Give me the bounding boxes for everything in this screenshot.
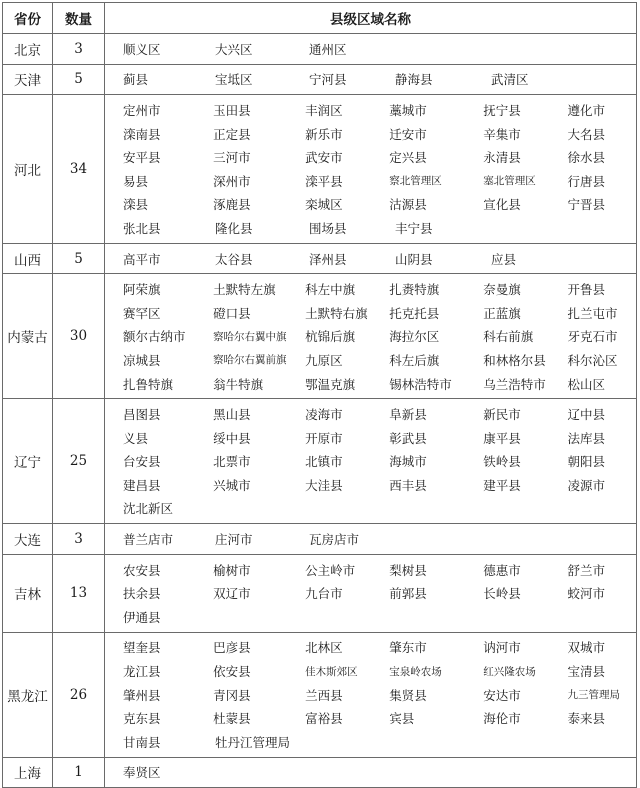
county-name: 奈曼旗 [483,282,521,298]
county-name: 太谷县 [215,251,253,267]
county-name: 应县 [491,251,517,267]
county-line [105,426,636,450]
county-line [105,169,636,193]
county-line [105,277,636,301]
table-row [3,399,637,524]
county-name: 扶余县 [123,586,161,602]
county-names-cell [105,95,637,244]
county-name: 巴彦县 [213,640,251,656]
county-name: 宝清县 [567,664,605,680]
county-line [105,325,636,349]
county-name: 大洼县 [305,477,343,493]
county-name: 迁安市 [389,126,427,142]
county-name: 正蓝旗 [483,305,521,321]
county-name: 克东县 [123,711,161,727]
county-name: 土默特右旗 [305,305,368,321]
county-name: 塞北管理区 [483,175,536,188]
county-name: 奉贤区 [123,765,161,781]
table-body [3,34,637,788]
county-name: 义县 [123,430,149,446]
county-name: 开原市 [305,430,343,446]
county-line [105,450,636,474]
county-names-cell [105,34,637,65]
county-name: 山阴县 [395,251,433,267]
county-name: 科左后旗 [389,352,440,368]
county-name: 铁岭县 [483,454,521,470]
county-name: 隆化县 [215,220,253,236]
county-table-container [2,2,636,788]
county-name: 法库县 [567,430,605,446]
county-name: 阜新县 [389,407,427,423]
county-name: 九台市 [305,586,343,602]
county-name: 正定县 [213,126,251,142]
county-name: 梨树县 [389,562,427,578]
county-name: 凌源市 [567,477,605,493]
table-row [3,632,637,757]
county-list-table [2,2,637,788]
count-cell: 1 [53,757,105,788]
county-name: 武清区 [491,72,529,88]
county-line [105,122,636,146]
county-name: 讷河市 [483,640,521,656]
county-name: 察哈尔右翼前旗 [213,354,287,367]
county-name: 朝阳县 [567,454,605,470]
county-name: 滦平县 [305,173,343,189]
county-line [105,402,636,426]
county-name: 兰西县 [305,687,343,703]
county-name: 抚宁县 [483,102,521,118]
county-line [105,706,636,730]
county-name: 丰润区 [305,102,343,118]
province-cell: 天津 [3,64,53,95]
county-name: 行唐县 [567,173,605,189]
county-name: 海伦市 [483,711,521,727]
county-name: 海城市 [389,454,427,470]
county-name: 徐水县 [567,150,605,166]
county-name: 伊通县 [123,609,161,625]
county-name: 昌图县 [123,407,161,423]
county-name: 静海县 [395,72,433,88]
table-row [3,64,637,95]
county-name: 开鲁县 [567,282,605,298]
county-line [105,558,636,582]
county-name: 托克托县 [389,305,440,321]
county-name: 北林区 [305,640,343,656]
county-name: 公主岭市 [305,562,356,578]
county-name: 宝坻区 [215,72,253,88]
county-name: 扎赉特旗 [389,282,440,298]
county-name: 前郭县 [389,586,427,602]
county-name: 定州市 [123,102,161,118]
county-name: 滦南县 [123,126,161,142]
table-row [3,243,637,274]
header-count: 数量 [53,3,105,34]
county-name: 滦县 [123,197,149,213]
county-name: 三河市 [213,150,251,166]
county-name: 双城市 [567,640,605,656]
county-names-cell [105,399,637,524]
county-line [105,581,636,605]
county-line [105,497,636,521]
county-name: 绥中县 [213,430,251,446]
header-county-names: 县级区域名称 [105,3,637,34]
province-cell: 辽宁 [3,399,53,524]
table-row [3,524,637,555]
county-name: 大兴区 [215,41,253,57]
county-name: 舒兰市 [567,562,605,578]
county-name: 辛集市 [483,126,521,142]
count-cell: 3 [53,524,105,555]
county-name: 磴口县 [213,305,251,321]
province-cell: 大连 [3,524,53,555]
county-name: 松山区 [567,376,605,392]
county-name: 康平县 [483,430,521,446]
county-line [105,193,636,217]
province-cell: 吉林 [3,554,53,632]
county-name: 张北县 [123,220,161,236]
county-name: 围场县 [309,220,347,236]
province-cell: 黑龙江 [3,632,53,757]
county-name: 科尔沁区 [567,352,618,368]
county-name: 锡林浩特市 [389,376,452,392]
county-name: 甘南县 [123,734,161,750]
county-name: 九三管理局 [567,689,620,702]
county-line [105,683,636,707]
province-cell: 河北 [3,95,53,244]
county-name: 黑山县 [213,407,251,423]
count-cell: 26 [53,632,105,757]
count-cell: 13 [53,554,105,632]
county-name: 通州区 [309,41,347,57]
header-province: 省份 [3,3,53,34]
county-name: 扎鲁特旗 [123,376,174,392]
count-cell: 34 [53,95,105,244]
county-name: 永清县 [483,150,521,166]
county-name: 玉田县 [213,102,251,118]
table-row [3,554,637,632]
county-line [105,98,636,122]
county-line [105,145,636,169]
county-name: 望奎县 [123,640,161,656]
county-name: 普兰店市 [123,532,174,548]
county-name: 龙江县 [123,664,161,680]
county-name: 赛罕区 [123,305,161,321]
county-line [105,372,636,396]
county-name: 辽中县 [567,407,605,423]
county-name: 翁牛特旗 [213,376,264,392]
count-cell: 30 [53,274,105,399]
county-name: 庄河市 [215,532,253,548]
county-name: 乌兰浩特市 [483,376,546,392]
county-name: 宁河县 [309,72,347,88]
county-name: 红兴隆农场 [483,665,536,678]
province-cell: 北京 [3,34,53,65]
county-name: 肇州县 [123,687,161,703]
county-name: 牡丹江管理局 [215,734,291,750]
county-names-cell [105,524,637,555]
county-name: 富裕县 [305,711,343,727]
county-line [105,247,636,271]
county-names-cell [105,554,637,632]
county-name: 泰来县 [567,711,605,727]
county-name: 安达市 [483,687,521,703]
county-name: 兴城市 [213,477,251,493]
county-name: 顺义区 [123,41,161,57]
county-name: 易县 [123,173,149,189]
county-name: 佳木斯郊区 [305,665,358,678]
count-cell: 5 [53,64,105,95]
county-name: 双辽市 [213,586,251,602]
table-row [3,95,637,244]
county-name: 科右前旗 [483,329,534,345]
county-name: 宝泉岭农场 [389,665,442,678]
county-name: 农安县 [123,562,161,578]
county-line [105,659,636,683]
county-name: 西丰县 [389,477,427,493]
count-cell: 5 [53,243,105,274]
county-name: 北镇市 [305,454,343,470]
county-name: 栾城区 [305,197,343,213]
county-name: 安平县 [123,150,161,166]
count-cell: 25 [53,399,105,524]
county-name: 额尔古纳市 [123,329,186,345]
county-name: 德惠市 [483,562,521,578]
county-name: 和林格尔县 [483,352,546,368]
county-name: 北票市 [213,454,251,470]
county-name: 沽源县 [389,197,427,213]
county-name: 建昌县 [123,477,161,493]
county-name: 涿鹿县 [213,197,251,213]
table-row [3,34,637,65]
county-names-cell [105,757,637,788]
county-line [105,348,636,372]
county-name: 土默特左旗 [213,282,276,298]
county-name: 新乐市 [305,126,343,142]
table-row [3,757,637,788]
county-name: 武安市 [305,150,343,166]
province-cell: 山西 [3,243,53,274]
county-line [105,605,636,629]
county-name: 察哈尔右翼中旗 [213,330,287,343]
county-names-cell [105,632,637,757]
county-name: 科左中旗 [305,282,356,298]
county-name: 依安县 [213,664,251,680]
table-row [3,274,637,399]
county-name: 杭锦后旗 [305,329,356,345]
county-name: 瓦房店市 [309,532,360,548]
province-cell: 内蒙古 [3,274,53,399]
county-name: 蛟河市 [567,586,605,602]
county-name: 集贤县 [389,687,427,703]
county-name: 宁晋县 [567,197,605,213]
county-names-cell [105,243,637,274]
county-name: 牙克石市 [567,329,618,345]
county-name: 察北管理区 [389,175,442,188]
county-name: 宣化县 [483,197,521,213]
county-names-cell [105,274,637,399]
county-name: 蓟县 [123,72,149,88]
county-name: 扎兰屯市 [567,305,618,321]
county-name: 肇东市 [389,640,427,656]
county-name: 深州市 [213,173,251,189]
county-name: 丰宁县 [395,220,433,236]
county-name: 遵化市 [567,102,605,118]
county-line [105,37,636,61]
county-name: 沈北新区 [123,501,174,517]
header-row [3,3,637,34]
county-line [105,301,636,325]
county-name: 台安县 [123,454,161,470]
county-name: 大名县 [567,126,605,142]
county-name: 鄂温克旗 [305,376,356,392]
province-cell: 上海 [3,757,53,788]
county-line [105,636,636,660]
county-line [105,216,636,240]
county-name: 杜蒙县 [213,711,251,727]
county-name: 海拉尔区 [389,329,440,345]
county-name: 彰武县 [389,430,427,446]
county-names-cell [105,64,637,95]
county-name: 藁城市 [389,102,427,118]
county-name: 宾县 [389,711,415,727]
county-name: 新民市 [483,407,521,423]
county-name: 榆树市 [213,562,251,578]
county-name: 建平县 [483,477,521,493]
county-name: 泽州县 [309,251,347,267]
county-name: 阿荣旗 [123,282,161,298]
county-name: 青冈县 [213,687,251,703]
county-line [105,761,636,785]
count-cell: 3 [53,34,105,65]
county-name: 高平市 [123,251,161,267]
county-name: 凉城县 [123,352,161,368]
county-name: 九原区 [305,352,343,368]
county-line [105,68,636,92]
county-name: 定兴县 [389,150,427,166]
county-name: 长岭县 [483,586,521,602]
county-line [105,527,636,551]
county-line [105,473,636,497]
county-name: 凌海市 [305,407,343,423]
